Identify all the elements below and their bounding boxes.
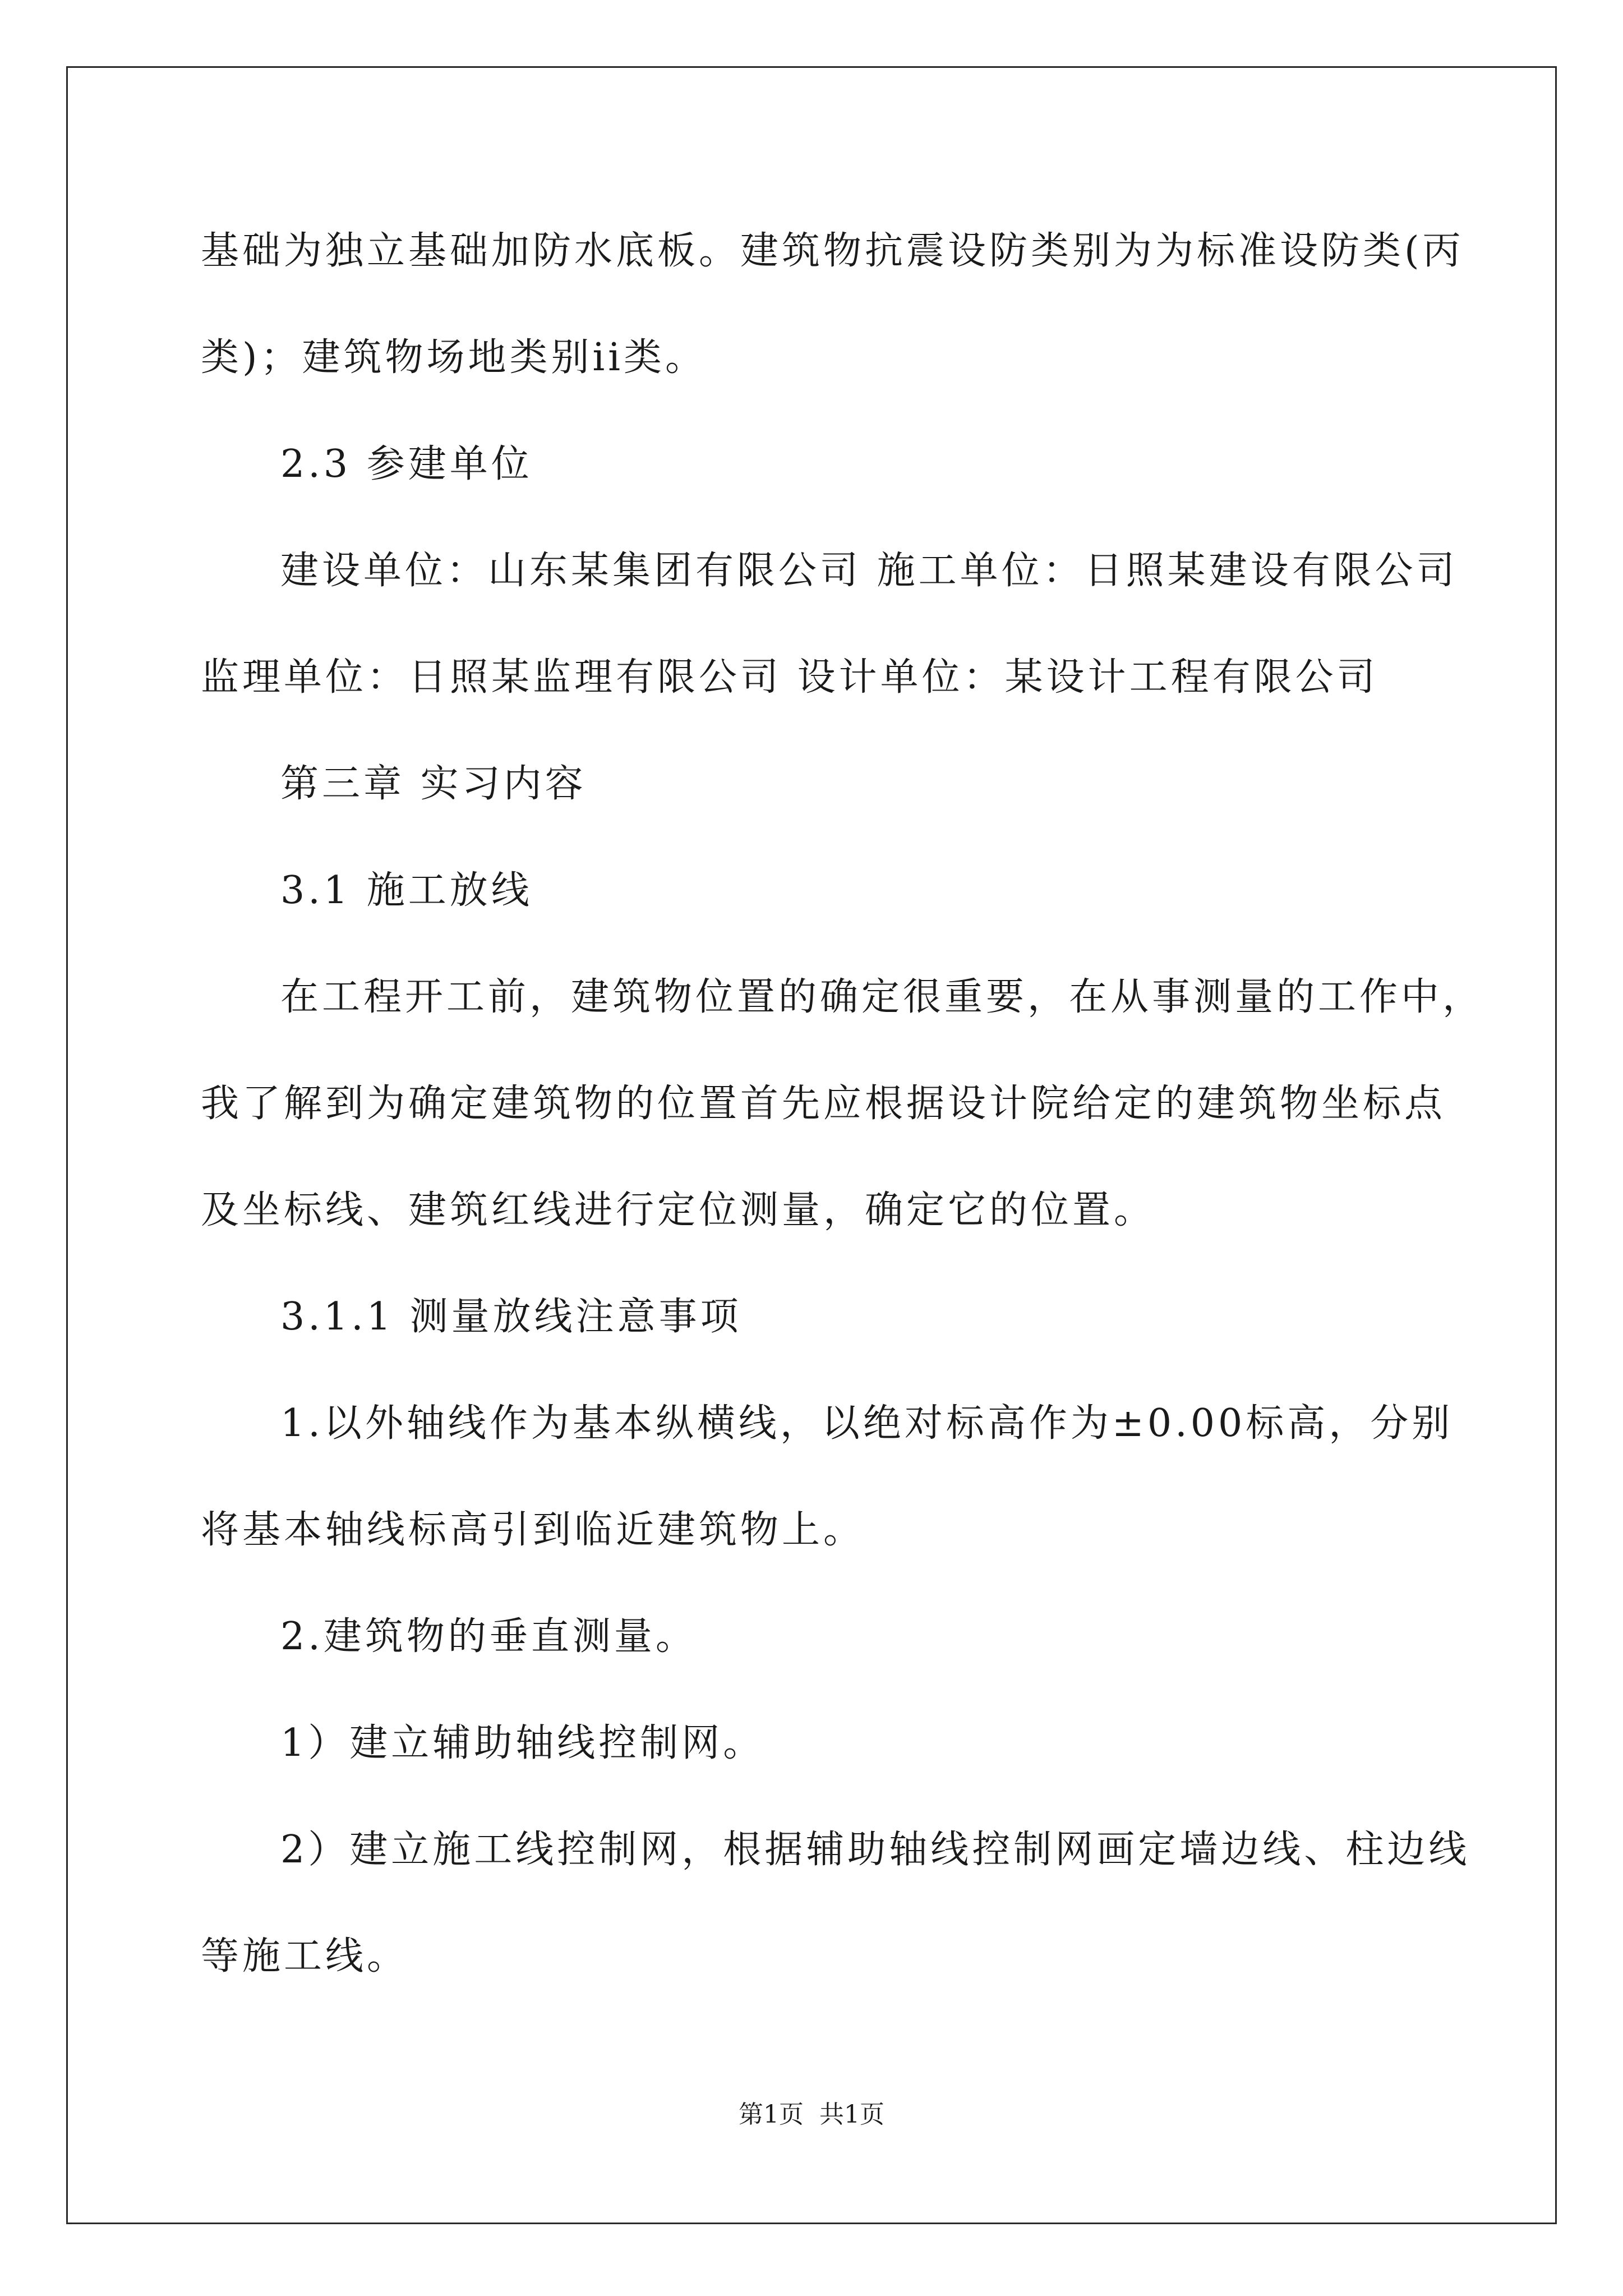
list-item-1: 1.以外轴线作为基本纵横线，以绝对标高作为±0.00标高，分别	[280, 1401, 1454, 1446]
text-line-9: 我了解到为确定建筑物的位置首先应根据设计院给定的建筑物坐标点	[201, 1082, 1446, 1126]
list-item-2: 2.建筑物的垂直测量。	[280, 1614, 697, 1659]
section-heading-3-1-1: 3.1.1 测量放线注意事项	[280, 1295, 742, 1339]
sub-item-1: 1）建立辅助轴线控制网。	[280, 1721, 765, 1765]
text-line-2: 类)；建筑物场地类别ii类。	[201, 335, 707, 380]
page-footer: 第1页 共1页	[739, 2100, 884, 2129]
chapter-heading-3: 第三章 实习内容	[280, 762, 587, 806]
section-heading-2-3: 2.3 参建单位	[280, 442, 533, 486]
text-line-1: 基础为独立基础加防水底板。建筑物抗震设防类别为为标准设防类(丙	[201, 229, 1464, 273]
page-border	[66, 66, 1557, 2224]
text-line-supervision-unit: 监理单位：日照某监理有限公司 设计单位：某设计工程有限公司	[201, 655, 1378, 700]
sub-item-2: 2）建立施工线控制网，根据辅助轴线控制网画定墙边线、柱边线	[280, 1828, 1470, 1872]
text-line-8: 在工程开工前，建筑物位置的确定很重要，在从事测量的工作中，	[280, 975, 1484, 1019]
text-line-10: 及坐标线、建筑红线进行定位测量，确定它的位置。	[201, 1188, 1156, 1232]
sub-item-2-continued: 等施工线。	[201, 1934, 409, 1978]
text-line-construction-unit: 建设单位：山东某集团有限公司 施工单位：日照某建设有限公司	[280, 549, 1458, 593]
section-heading-3-1: 3.1 施工放线	[280, 868, 533, 913]
list-item-1-continued: 将基本轴线标高引到临近建筑物上。	[201, 1508, 865, 1552]
